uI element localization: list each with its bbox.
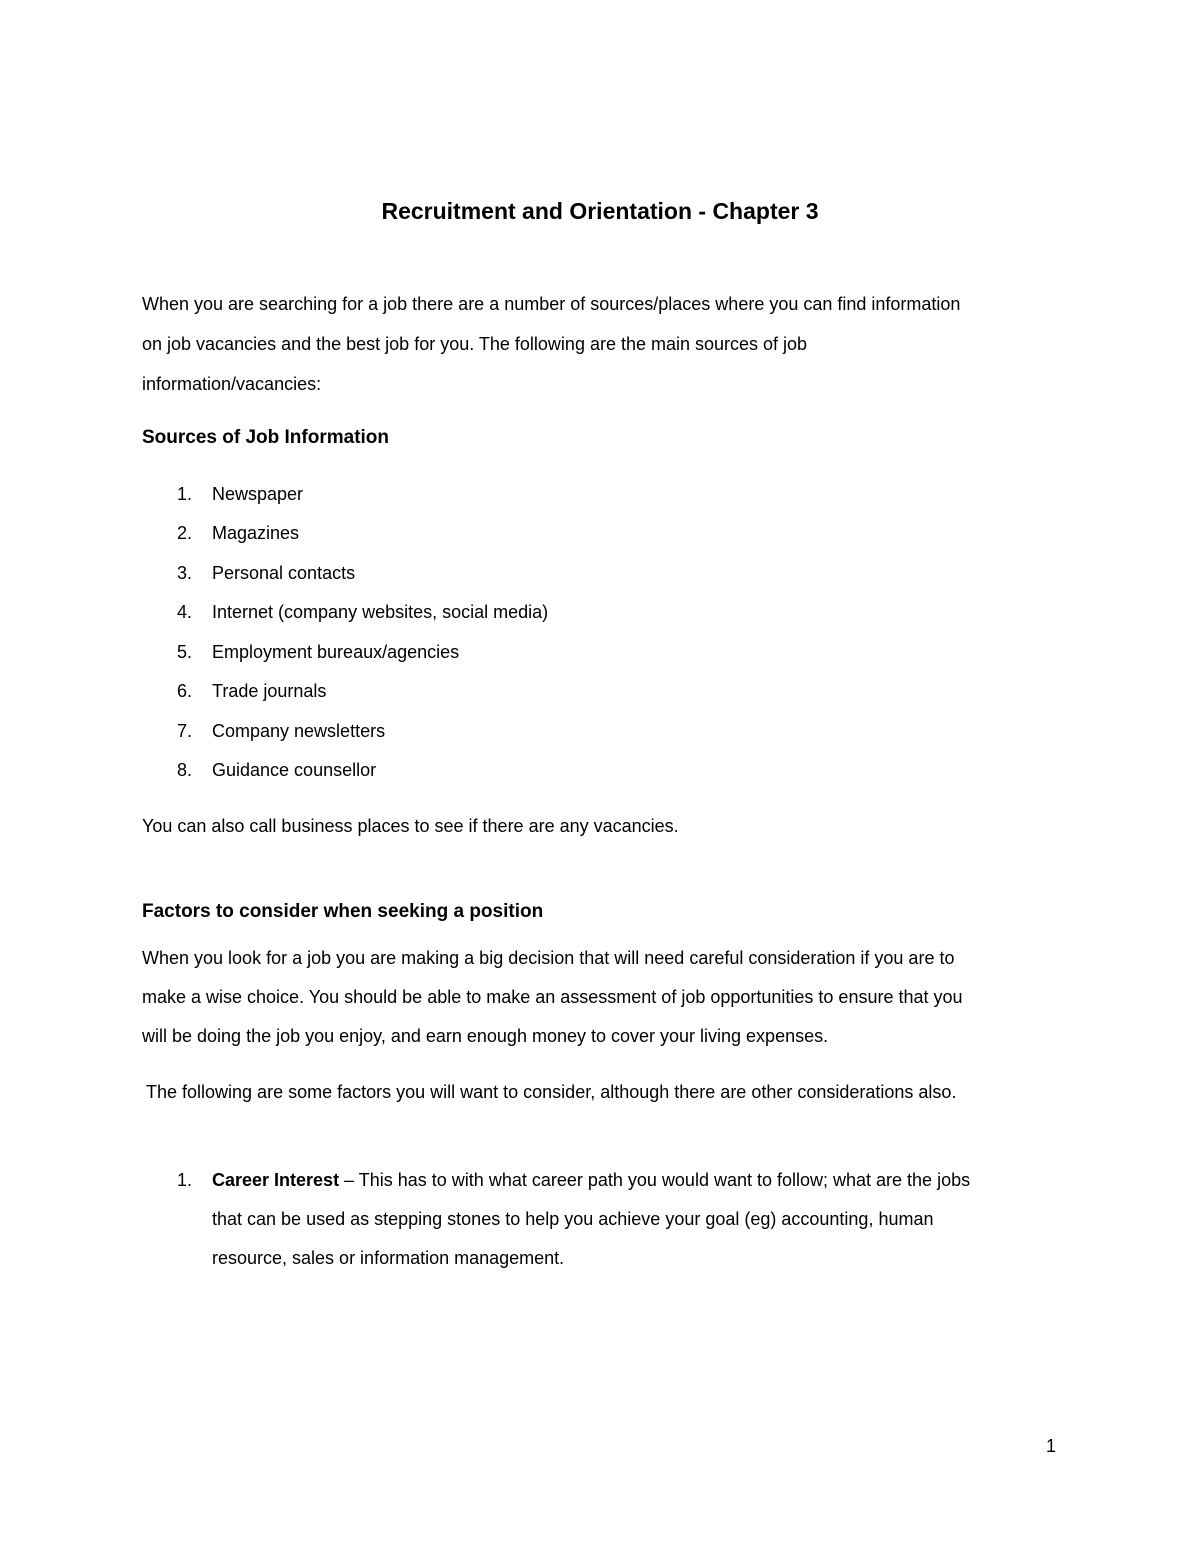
list-item-number: 3. (176, 563, 192, 583)
list-item-number: 7. (176, 721, 192, 741)
list-item-number: 1. (176, 484, 192, 504)
list-item: Guidance counsellor (212, 760, 377, 780)
intro-line-3: information/vacancies: (142, 374, 322, 394)
factors-para-line-3: will be doing the job you enjoy, and earn enough money to cover your living expenses. (142, 1026, 829, 1046)
list-item: Employment bureaux/agencies (212, 642, 460, 662)
list-item: Magazines (212, 523, 300, 543)
factor-description-line-3: resource, sales or information management. (212, 1248, 565, 1268)
list-item-number: 2. (176, 523, 192, 543)
list-item-number: 8. (176, 760, 192, 780)
list-item-number: 1. (176, 1170, 192, 1190)
list-item: Personal contacts (212, 563, 356, 583)
factors-intro: The following are some factors you will want to consider, although there are other considerations also. (146, 1082, 957, 1102)
intro-line-1: When you are searching for a job there are a number of sources/places where you can find information (142, 294, 961, 314)
list-item (212, 1168, 970, 1192)
factor-description-line-2: that can be used as stepping stones to help you achieve your goal (eg) accounting, human (212, 1209, 934, 1229)
list-item: Internet (company websites, social media) (212, 602, 549, 622)
list-item: Newspaper (212, 484, 304, 504)
list-item: Company newsletters (212, 721, 386, 741)
factors-para-line-2: make a wise choice. You should be able to make an assessment of job opportunities to ensure that you (142, 987, 963, 1007)
factors-heading: Factors to consider when seeking a position (142, 901, 544, 922)
list-item-number: 4. (176, 602, 192, 622)
list-item-number: 5. (176, 642, 192, 662)
sources-heading: Sources of Job Information (142, 427, 390, 448)
factor-description-line-1: – This has to with what career path you would want to follow; what are the jobs (339, 1170, 971, 1190)
page-title: Recruitment and Orientation - Chapter 3 (381, 198, 819, 224)
list-item-number: 6. (176, 681, 192, 701)
sources-note: You can also call business places to see if there are any vacancies. (142, 816, 679, 836)
list-item: Trade journals (212, 681, 327, 701)
factors-para-line-1: When you look for a job you are making a big decision that will need careful consideration if you are to (142, 948, 955, 968)
intro-line-2: on job vacancies and the best job for you. The following are the main sources of job (142, 334, 808, 354)
page-number: 1 (1046, 1436, 1057, 1456)
factor-term: Career Interest (212, 1170, 340, 1190)
